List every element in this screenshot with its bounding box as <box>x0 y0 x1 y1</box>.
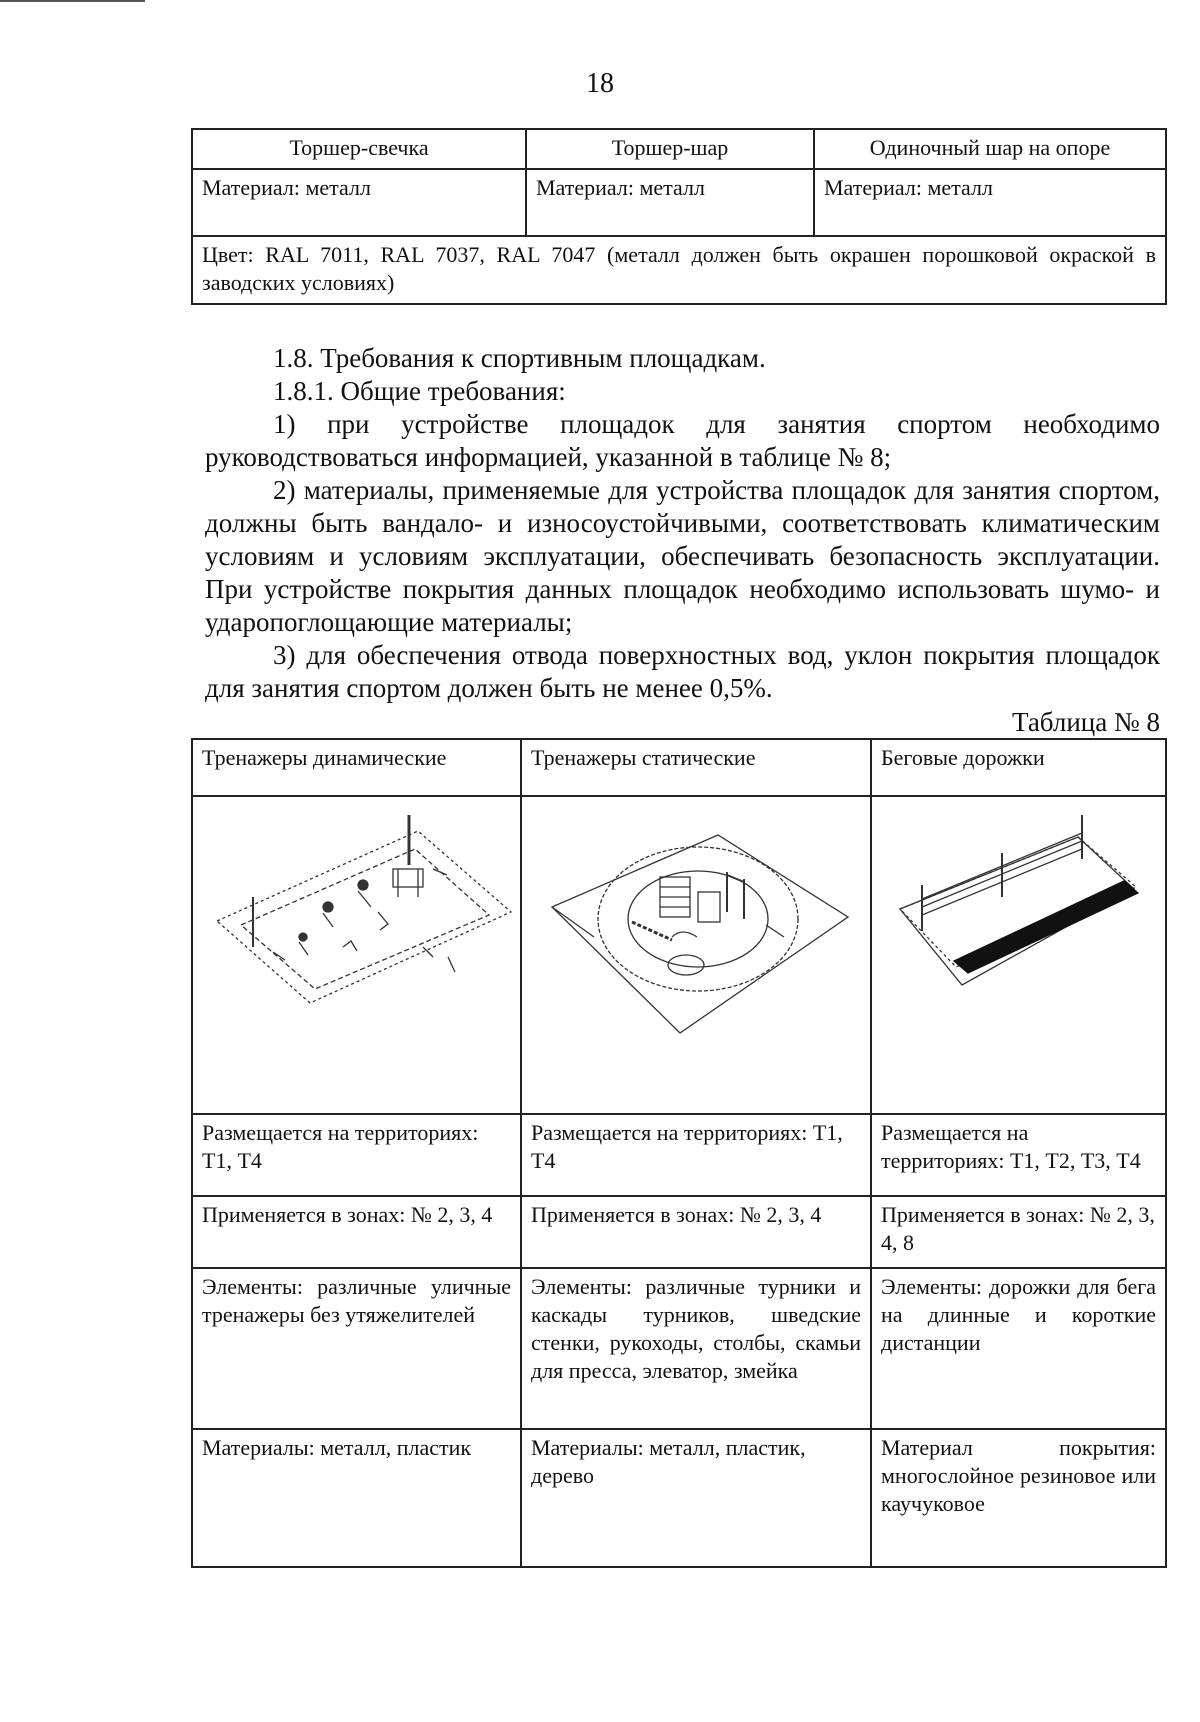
header-torsher-shar: Торшер-шар <box>526 129 814 169</box>
top-rule <box>0 0 145 2</box>
placement-cell: Размещается на территориях: Т1, Т4 <box>521 1114 871 1196</box>
list-item-2: 2) материалы, применяемые для устройства площадок для занятия спортом, должны быть вандало- и износоустойчивыми, соответствовать климатическим условиям и условиям эксплуатации, обеспечивать безопасность эксплуатации. При устройстве покрытия данных площадок необходимо использовать шумо- и ударопоглощающие материалы; <box>205 475 1160 637</box>
material-cell: Материал: металл <box>192 169 526 236</box>
header-static-trainers: Тренажеры статические <box>521 739 871 796</box>
section-heading: 1.8. Требования к спортивным площадкам. <box>273 343 766 373</box>
elements-cell: Элементы: различные турники и каскады турников, шведские стенки, рукоходы, столбы, скамьи для пресса, элеватор, змейка <box>521 1268 871 1429</box>
table-caption: Таблица № 8 <box>1012 707 1160 737</box>
elements-cell: Элементы: различные уличные тренажеры без утяжелителей <box>192 1268 521 1429</box>
running-track-illustration <box>871 796 1166 1114</box>
elements-cell: Элементы: дорожки для бега на длинные и короткие дистанции <box>871 1268 1166 1429</box>
color-note: Цвет: RAL 7011, RAL 7037, RAL 7047 (металл должен быть окрашен порошковой окраской в заводских условиях) <box>192 236 1166 304</box>
sports-table <box>191 738 1167 1568</box>
lamps-table <box>191 128 1167 305</box>
placement-cell: Размещается на территориях: Т1, Т2, Т3, Т4 <box>871 1114 1166 1196</box>
material-cell: Материал: металл <box>814 169 1166 236</box>
materials-cell: Материал покрытия: многослойное резиновое или каучуковое <box>871 1429 1166 1567</box>
zones-cell: Применяется в зонах: № 2, 3, 4 <box>521 1196 871 1268</box>
header-dynamic-trainers: Тренажеры динамические <box>192 739 521 796</box>
header-torsher-svechka: Торшер-свечка <box>192 129 526 169</box>
zones-cell: Применяется в зонах: № 2, 3, 4 <box>192 1196 521 1268</box>
section-subheading: 1.8.1. Общие требования: <box>273 376 566 406</box>
header-single-ball: Одиночный шар на опоре <box>814 129 1166 169</box>
list-item-1: 1) при устройстве площадок для занятия спортом необходимо руководствоваться информацией, указанной в таблице № 8; <box>205 409 1160 472</box>
material-cell: Материал: металл <box>526 169 814 236</box>
header-running-tracks: Беговые дорожки <box>871 739 1166 796</box>
placement-cell: Размещается на территориях: Т1, Т4 <box>192 1114 521 1196</box>
page-number: 18 <box>586 68 614 99</box>
static-trainers-illustration <box>521 796 871 1114</box>
materials-cell: Материалы: металл, пластик, дерево <box>521 1429 871 1567</box>
zones-cell: Применяется в зонах: № 2, 3, 4, 8 <box>871 1196 1166 1268</box>
materials-cell: Материалы: металл, пластик <box>192 1429 521 1567</box>
dynamic-trainers-illustration <box>192 796 521 1114</box>
list-item-3: 3) для обеспечения отвода поверхностных вод, уклон покрытия площадок для занятия спортом должен быть не менее 0,5%. <box>205 640 1160 703</box>
